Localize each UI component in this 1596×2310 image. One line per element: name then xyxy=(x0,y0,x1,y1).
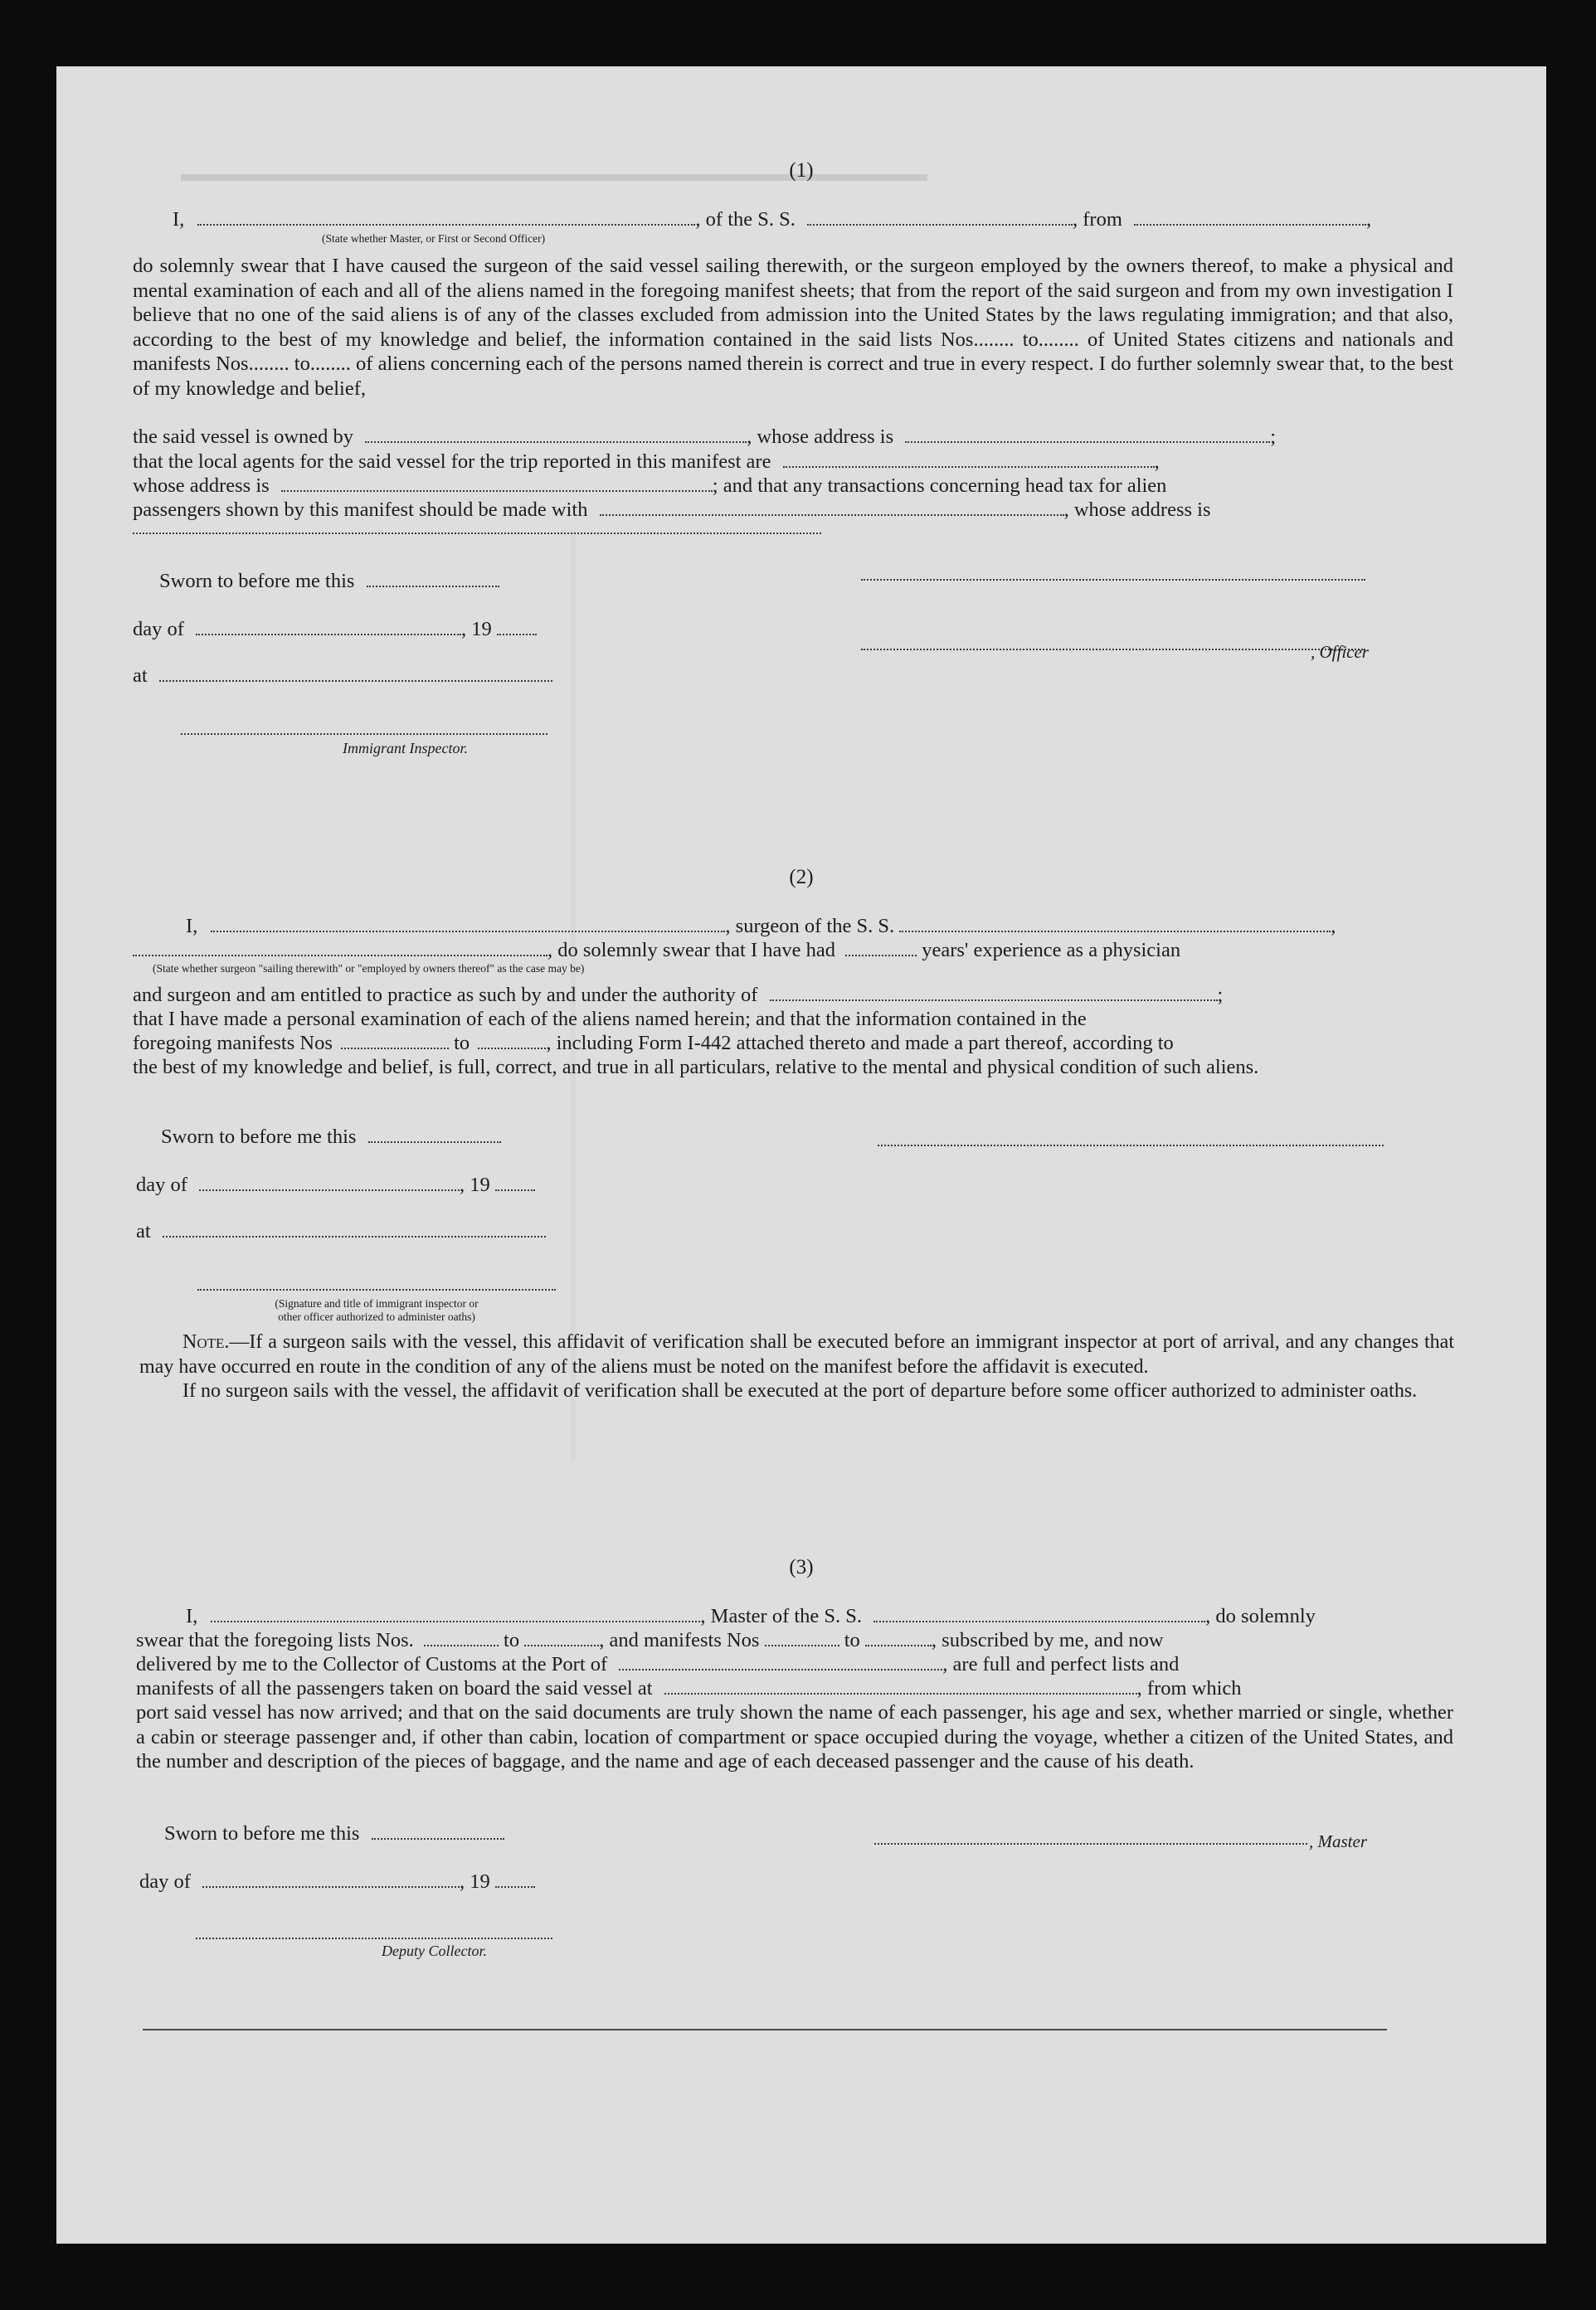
blank-s3-sworn-date[interactable] xyxy=(372,1823,504,1840)
blank-authority[interactable] xyxy=(770,985,1218,1001)
s2-body-1: that I have made a personal examination of each of the aliens named herein; and that the information contained in the xyxy=(133,1008,1087,1030)
officer-caption: , Officer xyxy=(1311,642,1369,662)
s1-sworn-line: Sworn to before me this xyxy=(159,569,499,594)
blank-s3-manifests-to[interactable] xyxy=(865,1630,932,1646)
blank-s2-vessel[interactable] xyxy=(899,916,1331,932)
blank-day-month[interactable] xyxy=(196,619,461,635)
s2-authority-line: and surgeon and am entitled to practice as such by and under the authority of ; xyxy=(133,984,1224,1006)
blank-from-port[interactable] xyxy=(1134,209,1366,226)
s3-line-1: I, , Master of the S. S. , do solemnly xyxy=(186,1605,1316,1627)
officer-signature-line-2[interactable] xyxy=(861,649,1365,650)
note-label: Note. xyxy=(182,1331,230,1353)
s3-line-2: swear that the foregoing lists Nos. to , and manifests Nos to , subscribed by me, and now xyxy=(136,1629,1164,1651)
blank-s2-place[interactable] xyxy=(163,1221,546,1238)
blank-owner[interactable] xyxy=(365,426,747,443)
officer-signature-line-1[interactable] xyxy=(861,579,1365,581)
blank-surgeon-status[interactable] xyxy=(133,940,547,956)
immigrant-inspector-caption: Immigrant Inspector. xyxy=(343,740,468,756)
s2-signature-line[interactable] xyxy=(197,1289,556,1291)
s3-line-4: manifests of all the passengers taken on board the said vessel at , from which xyxy=(136,1677,1242,1700)
blank-vessel-name[interactable] xyxy=(807,209,1073,226)
s3-day-line: day of , 19 xyxy=(139,1870,535,1894)
blank-s2-year[interactable] xyxy=(495,1174,535,1191)
s2-foregoing-line: foregoing manifests Nos to , including Form I-442 attached thereto and made a part thereof, according to xyxy=(133,1032,1174,1054)
s1-head-tax-line: passengers shown by this manifest should be made with , whose address is xyxy=(133,498,1211,521)
blank-years-experience[interactable] xyxy=(845,940,917,956)
blank-s2-manifests-from[interactable] xyxy=(341,1033,449,1049)
blank-s3-lists-to[interactable] xyxy=(524,1630,599,1646)
s2-signature-caption-1: (Signature and title of immigrant inspector or xyxy=(275,1297,479,1310)
blank-port-of-arrival[interactable] xyxy=(619,1654,942,1670)
blank-head-tax-party[interactable] xyxy=(600,499,1064,516)
s1-whose-address-line: whose address is ; and that any transactions concerning head tax for alien xyxy=(133,474,1167,497)
deputy-collector-signature-line[interactable] xyxy=(196,1938,552,1939)
blank-local-agents[interactable] xyxy=(783,451,1155,468)
s3-line-3: delivered by me to the Collector of Customs at the Port of , are full and perfect lists and xyxy=(136,1653,1180,1675)
s1-owner-line: the said vessel is owned by , whose address is ; xyxy=(133,426,1277,448)
s1-oath-body: do solemnly swear that I have caused the surgeon of the said vessel sailing therewith, or the surgeon employed by the owners thereof, to make a physical and mental examination of each and all of the aliens named in the foregoing manifest sheets; that from the report of the said surgeon and from my own investigation I believe that no one of the said aliens is of any of the classes excluded from admission into the United States by the laws regulating immigration; and that also, according to the best of my knowledge and belief, the information contained in the said lists Nos........ to........ of United States citizens and nationals and manifests Nos........ to........ of aliens concerning each of the persons named therein is correct and true in every respect. I do further solemnly swear that, to the best of my knowledge and belief, xyxy=(133,255,1453,400)
s1-agents-line: that the local agents for the said vessel for the trip reported in this manifest are , xyxy=(133,450,1160,473)
bottom-rule xyxy=(143,2029,1387,2030)
inspector-signature-line[interactable] xyxy=(181,733,547,735)
blank-sworn-date[interactable] xyxy=(367,571,499,587)
deputy-collector-caption: Deputy Collector. xyxy=(382,1943,487,1959)
blank-s3-year[interactable] xyxy=(495,1871,535,1888)
s1-line-1: I, , of the S. S. , from , xyxy=(173,208,1372,231)
section-2-number: (2) xyxy=(789,866,814,888)
s2-body-2: the best of my knowledge and belief, is full, correct, and true in all particulars, relative to the mental and physical condition of such aliens. xyxy=(133,1056,1259,1078)
s2-line-2: , do solemnly swear that I have had years' experience as a physician xyxy=(133,938,1180,963)
s2-officer-signature-line[interactable] xyxy=(878,1145,1384,1146)
blank-s3-lists-from[interactable] xyxy=(424,1630,499,1646)
master-caption: , Master xyxy=(1309,1831,1367,1851)
blank-surgeon-name[interactable] xyxy=(211,916,725,932)
blank-s2-day-month[interactable] xyxy=(199,1174,460,1191)
section-1-number: (1) xyxy=(789,159,814,182)
blank-s2-sworn-date[interactable] xyxy=(368,1126,501,1143)
blank-head-tax-address[interactable] xyxy=(133,533,821,534)
blank-master-name[interactable] xyxy=(211,1606,700,1622)
blank-year[interactable] xyxy=(497,619,537,635)
s2-surgeon-caption: (State whether surgeon "sailing therewith" or "employed by owners thereof" as the case may be) xyxy=(153,962,585,975)
section-3-number: (3) xyxy=(789,1556,814,1578)
blank-sworn-place[interactable] xyxy=(159,665,552,682)
s1-at-line: at xyxy=(133,664,552,688)
blank-s3-manifests-from[interactable] xyxy=(765,1630,839,1646)
blank-s2-manifests-to[interactable] xyxy=(478,1033,546,1049)
s2-day-line: day of , 19 xyxy=(136,1173,535,1198)
blank-s3-day-month[interactable] xyxy=(202,1871,460,1888)
s2-at-line: at xyxy=(136,1219,546,1244)
blank-agents-address[interactable] xyxy=(281,475,713,492)
s2-sworn-line: Sworn to before me this xyxy=(161,1125,501,1150)
s3-body: port said vessel has now arrived; and that on the said documents are truly shown the name of each passenger, his age and sex, whether married or single, whether a cabin or steerage passenger and, if other than cabin, location of compartment or space occupied during the voyage, whether a citizen of the United States, and the number and description of the pieces of baggage, and the name and age of each deceased passenger and the cause of his death. xyxy=(136,1701,1453,1773)
s2-line-1: I, , surgeon of the S. S. , xyxy=(186,915,1336,937)
blank-officer-name[interactable] xyxy=(197,209,695,226)
s3-sworn-line: Sworn to before me this xyxy=(164,1821,504,1846)
master-signature-line[interactable] xyxy=(874,1843,1307,1845)
blank-s3-vessel[interactable] xyxy=(873,1606,1205,1622)
s2-signature-caption-2: other officer authorized to administer oaths) xyxy=(278,1311,475,1323)
blank-owner-address[interactable] xyxy=(905,426,1270,443)
manifest-affidavit-sheet xyxy=(56,66,1546,2244)
s1-officer-caption: (State whether Master, or First or Second Officer) xyxy=(322,232,546,245)
blank-port-of-embarkation[interactable] xyxy=(664,1678,1137,1695)
surgeon-note: Note.—If a surgeon sails with the vessel, this affidavit of verification shall be executed before an immigrant inspector at port of arrival, and any changes that may have occurred en route in the condition of any of the aliens must be noted on the manifest before the affidavit is executed. If no surgeon sails with the vessel, the affidavit of verification shall be executed at the port of departure before some officer authorized to administer oaths. xyxy=(139,1331,1454,1402)
s1-day-line: day of , 19 xyxy=(133,617,537,642)
